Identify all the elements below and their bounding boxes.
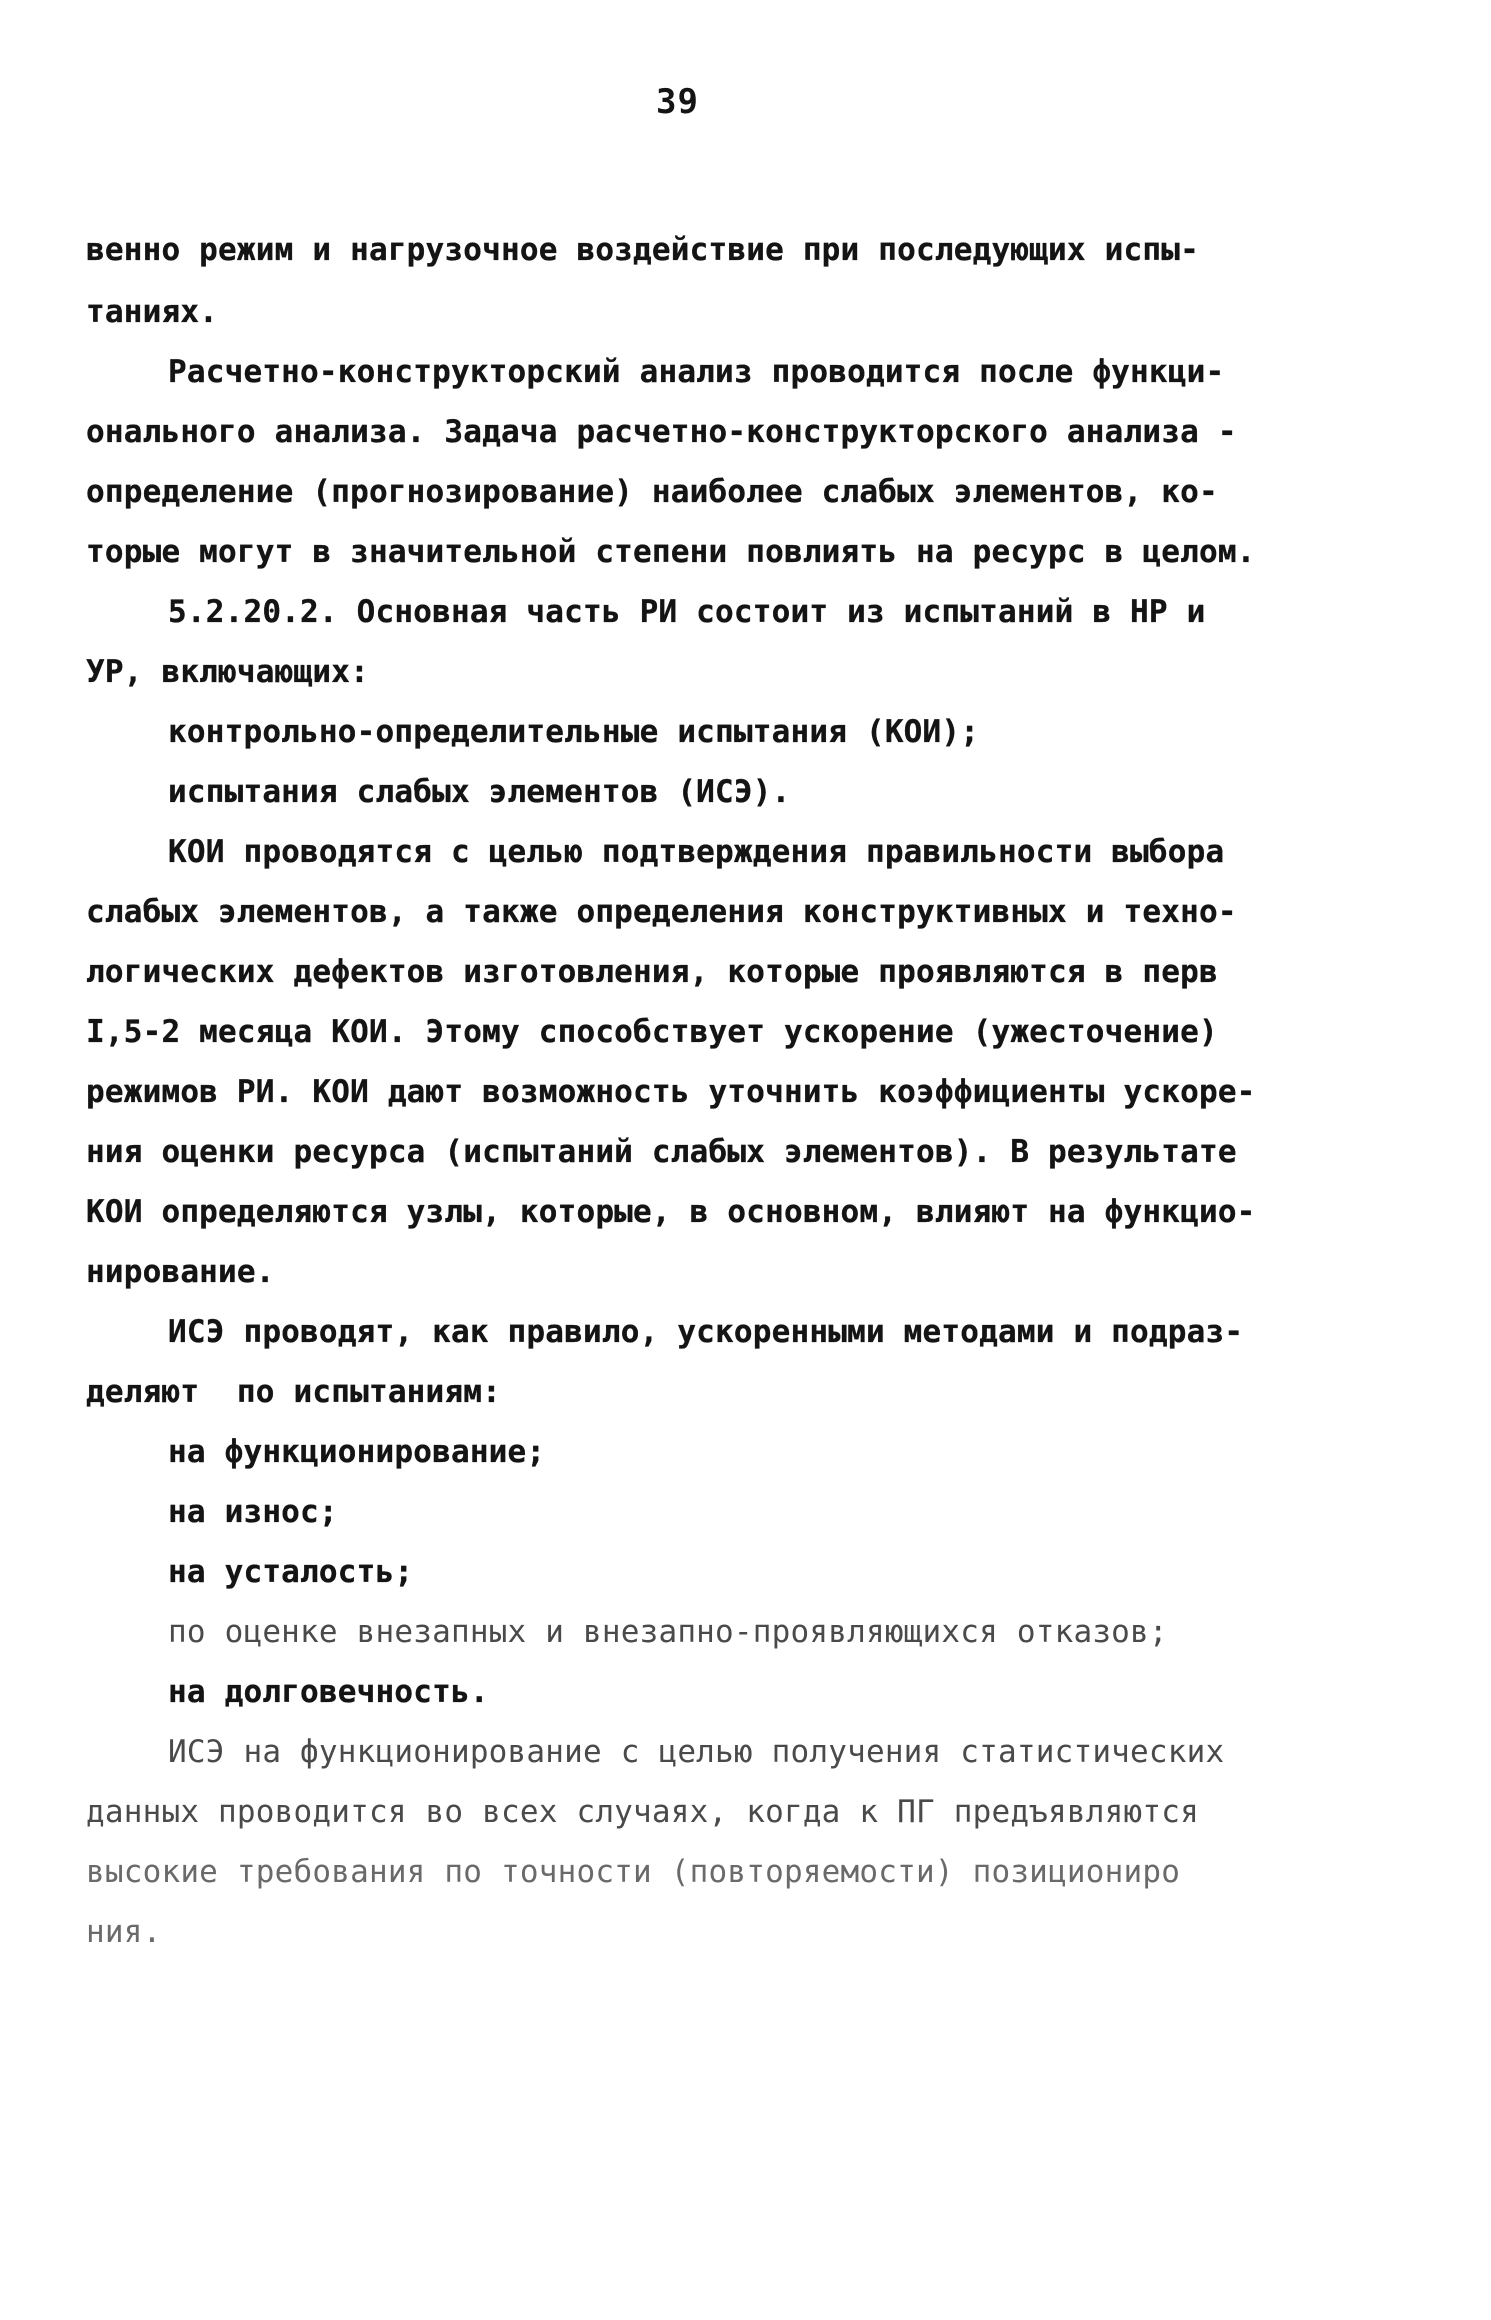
text-line: ИСЭ на функционирование с целью получения статистических <box>168 1734 1225 1770</box>
text-line: ния оценки ресурса (испытаний слабых элементов). В результате <box>86 1134 1237 1170</box>
text-line: КОИ проводятся с целью подтверждения правильности выбора <box>168 834 1225 870</box>
text-line: на функционирование; <box>168 1434 546 1470</box>
text-line: ния. <box>86 1914 162 1950</box>
text-line: 5.2.20.2. Основная часть РИ состоит из испытаний в НР и <box>168 594 1206 630</box>
text-line: таниях. <box>86 294 219 330</box>
text-line: венно режим и нагрузочное воздействие при последующих испы- <box>86 232 1199 268</box>
text-line: деляют по испытаниям: <box>86 1374 501 1410</box>
text-line: данных проводится во всех случаях, когда к ПГ предъявляются <box>86 1794 1199 1830</box>
text-line: КОИ определяются узлы, которые, в основном, влияют на функцио- <box>86 1194 1256 1230</box>
text-line: I,5-2 месяца КОИ. Этому способствует ускорение (ужесточение) <box>86 1014 1218 1050</box>
text-line: УР, включающих: <box>86 654 369 690</box>
text-line: онального анализа. Задача расчетно-конструкторского анализа - <box>86 414 1237 450</box>
text-line: на усталость; <box>168 1554 414 1590</box>
text-line: ИСЭ проводят, как правило, ускоренными методами и подраз- <box>168 1314 1244 1350</box>
text-line: режимов РИ. КОИ дают возможность уточнить коэффициенты ускоре- <box>86 1074 1256 1110</box>
text-line: нирование. <box>86 1254 275 1290</box>
text-line: контрольно-определительные испытания (КОИ); <box>168 714 980 750</box>
page-number: 39 <box>656 82 699 122</box>
text-line: торые могут в значительной степени повлиять на ресурс в целом. <box>86 534 1256 570</box>
text-line: высокие требования по точности (повторяемости) позициониро <box>86 1854 1181 1890</box>
text-line: определение (прогнозирование) наиболее слабых элементов, ко- <box>86 474 1218 510</box>
text-line: на долговечность. <box>168 1674 489 1710</box>
text-line: слабых элементов, а также определения конструктивных и техно- <box>86 894 1237 930</box>
text-line: испытания слабых элементов (ИСЭ). <box>168 774 791 810</box>
text-line: по оценке внезапных и внезапно-проявляющихся отказов; <box>168 1614 1168 1650</box>
text-line: логических дефектов изготовления, которые проявляются в перв <box>86 954 1218 990</box>
text-line: Расчетно-конструкторский анализ проводится после функци- <box>168 354 1225 390</box>
text-line: на износ; <box>168 1494 338 1530</box>
